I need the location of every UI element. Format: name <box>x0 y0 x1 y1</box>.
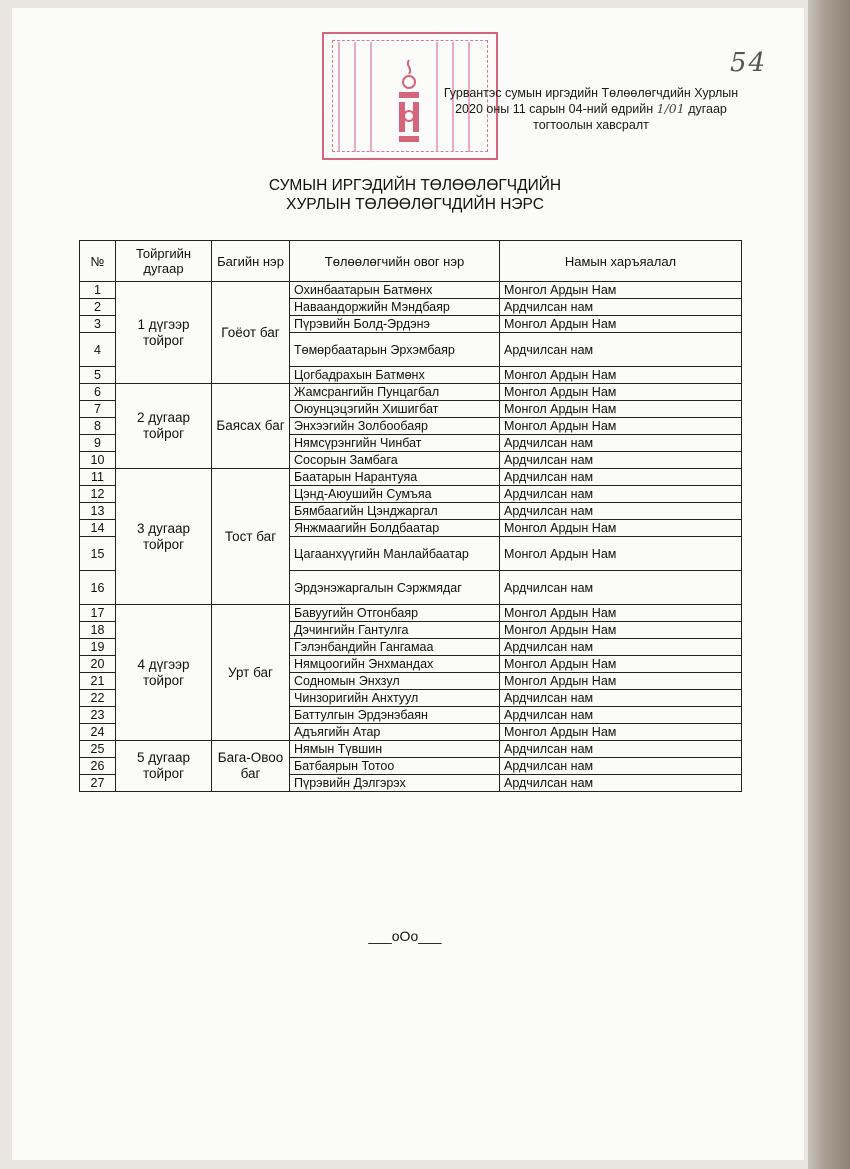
row-number: 11 <box>80 469 116 486</box>
row-number: 15 <box>80 537 116 571</box>
party-affiliation: Ардчилсан нам <box>500 690 742 707</box>
party-affiliation: Монгол Ардын Нам <box>500 367 742 384</box>
header-bag: Багийн нэр <box>212 241 290 282</box>
row-number: 7 <box>80 401 116 418</box>
district-cell: 5 дугаар тойрог <box>116 741 212 792</box>
representative-name: Оюунцэцэгийн Хишигбат <box>290 401 500 418</box>
representative-name: Цагаанхүүгийн Манлайбаатар <box>290 537 500 571</box>
representative-name: Чинзоригийн Анхтуул <box>290 690 500 707</box>
representative-name: Бямбаагийн Цэнджаргал <box>290 503 500 520</box>
title-line-2: ХУРЛЫН ТӨЛӨӨЛӨГЧДИЙН НЭРС <box>286 196 544 213</box>
representative-name: Бавуугийн Отгонбаяр <box>290 605 500 622</box>
representative-name: Пүрэвийн Болд-Эрдэнэ <box>290 316 500 333</box>
row-number: 2 <box>80 299 116 316</box>
header-line-3: тогтоолын хавсралт <box>533 118 649 132</box>
page-title <box>195 176 635 214</box>
header-number: № <box>80 241 116 282</box>
party-affiliation: Монгол Ардын Нам <box>500 316 742 333</box>
party-affiliation: Ардчилсан нам <box>500 758 742 775</box>
representative-name: Пүрэвийн Дэлгэрэх <box>290 775 500 792</box>
representative-name: Төмөрбаатарын Эрхэмбаяр <box>290 333 500 367</box>
row-number: 14 <box>80 520 116 537</box>
handwritten-page-number: 54 <box>730 48 768 78</box>
party-affiliation: Ардчилсан нам <box>500 299 742 316</box>
representative-name: Нямсүрэнгийн Чинбат <box>290 435 500 452</box>
row-number: 8 <box>80 418 116 435</box>
party-affiliation: Ардчилсан нам <box>500 333 742 367</box>
party-affiliation: Ардчилсан нам <box>500 571 742 605</box>
header-line-1: Гурвантэс сумын иргэдийн Төлөөлөгчдийн Хурлын <box>443 86 739 100</box>
party-affiliation: Монгол Ардын Нам <box>500 724 742 741</box>
representatives-table <box>79 240 742 792</box>
party-affiliation: Ардчилсан нам <box>500 486 742 503</box>
party-affiliation: Ардчилсан нам <box>500 707 742 724</box>
row-number: 24 <box>80 724 116 741</box>
seal-script-column <box>370 42 384 152</box>
representative-name: Энхээгийн Золбообаяр <box>290 418 500 435</box>
party-affiliation: Ардчилсан нам <box>500 639 742 656</box>
bag-cell: Тост баг <box>212 469 290 605</box>
page-edge <box>808 0 850 1169</box>
row-number: 1 <box>80 282 116 299</box>
party-affiliation: Ардчилсан нам <box>500 775 742 792</box>
row-number: 4 <box>80 333 116 367</box>
header-date: 2020 оны 11 сарын 04-ний өдрийн <box>455 102 654 116</box>
row-number: 19 <box>80 639 116 656</box>
row-number: 6 <box>80 384 116 401</box>
party-affiliation: Ардчилсан нам <box>500 503 742 520</box>
end-mark: ___oOo___ <box>368 928 442 944</box>
row-number: 27 <box>80 775 116 792</box>
party-affiliation: Монгол Ардын Нам <box>500 384 742 401</box>
bag-cell: Гоёот баг <box>212 282 290 384</box>
party-affiliation: Ардчилсан нам <box>500 741 742 758</box>
table-header-row <box>80 241 742 282</box>
title-line-1: СУМЫН ИРГЭДИЙН ТӨЛӨӨЛӨГЧДИЙН <box>268 177 562 194</box>
district-cell: 4 дүгээр тойрог <box>116 605 212 741</box>
party-affiliation: Монгол Ардын Нам <box>500 282 742 299</box>
representative-name: Батбаярын Тотоо <box>290 758 500 775</box>
representative-name: Янжмаагийн Болдбаатар <box>290 520 500 537</box>
table-row <box>80 741 742 758</box>
row-number: 22 <box>80 690 116 707</box>
representative-name: Содномын Энхзул <box>290 673 500 690</box>
party-affiliation: Монгол Ардын Нам <box>500 656 742 673</box>
row-number: 18 <box>80 622 116 639</box>
row-number: 16 <box>80 571 116 605</box>
representative-name: Нямцоогийн Энхмандах <box>290 656 500 673</box>
row-number: 23 <box>80 707 116 724</box>
party-affiliation: Монгол Ардын Нам <box>500 673 742 690</box>
bag-cell: Урт баг <box>212 605 290 741</box>
seal-script-column <box>354 42 368 152</box>
representative-name: Эрдэнэжаргалын Сэржмядаг <box>290 571 500 605</box>
row-number: 20 <box>80 656 116 673</box>
handwritten-resolution-number: 1/01 <box>656 101 685 116</box>
representative-name: Сосорын Замбага <box>290 452 500 469</box>
representative-name: Дэчингийн Гантулга <box>290 622 500 639</box>
party-affiliation: Монгол Ардын Нам <box>500 537 742 571</box>
representative-name: Цэнд-Аюушийн Сумъяа <box>290 486 500 503</box>
document-header <box>406 85 776 133</box>
representative-name: Цогбадрахын Батмөнх <box>290 367 500 384</box>
row-number: 5 <box>80 367 116 384</box>
representative-name: Гэлэнбандийн Гангамаа <box>290 639 500 656</box>
row-number: 25 <box>80 741 116 758</box>
row-number: 17 <box>80 605 116 622</box>
row-number: 26 <box>80 758 116 775</box>
row-number: 12 <box>80 486 116 503</box>
table-row <box>80 605 742 622</box>
row-number: 21 <box>80 673 116 690</box>
header-number-suffix: дугаар <box>688 102 727 116</box>
header-name: Төлөөлөгчийн овог нэр <box>290 241 500 282</box>
representative-name: Нямын Түвшин <box>290 741 500 758</box>
bag-cell: Баясах баг <box>212 384 290 469</box>
party-affiliation: Монгол Ардын Нам <box>500 418 742 435</box>
row-number: 13 <box>80 503 116 520</box>
party-affiliation: Ардчилсан нам <box>500 435 742 452</box>
representative-name: Адъягийн Атар <box>290 724 500 741</box>
representative-name: Баатарын Нарантуяа <box>290 469 500 486</box>
table-row <box>80 282 742 299</box>
seal-script-column <box>338 42 352 152</box>
party-affiliation: Монгол Ардын Нам <box>500 622 742 639</box>
party-affiliation: Ардчилсан нам <box>500 469 742 486</box>
bag-cell: Бага-Овоо баг <box>212 741 290 792</box>
representative-name: Наваандоржийн Мэндбаяр <box>290 299 500 316</box>
table-body <box>80 282 742 792</box>
row-number: 9 <box>80 435 116 452</box>
representative-name: Баттулгын Эрдэнэбаян <box>290 707 500 724</box>
district-cell: 1 дүгээр тойрог <box>116 282 212 384</box>
row-number: 3 <box>80 316 116 333</box>
party-affiliation: Монгол Ардын Нам <box>500 401 742 418</box>
table-row <box>80 469 742 486</box>
party-affiliation: Монгол Ардын Нам <box>500 605 742 622</box>
header-line-2 <box>406 101 776 117</box>
row-number: 10 <box>80 452 116 469</box>
representative-name: Охинбаатарын Батмөнх <box>290 282 500 299</box>
party-affiliation: Монгол Ардын Нам <box>500 520 742 537</box>
district-cell: 3 дугаар тойрог <box>116 469 212 605</box>
district-cell: 2 дугаар тойрог <box>116 384 212 469</box>
party-affiliation: Ардчилсан нам <box>500 452 742 469</box>
representative-name: Жамсрангийн Пунцагбал <box>290 384 500 401</box>
table-row <box>80 384 742 401</box>
header-party: Намын харъяалал <box>500 241 742 282</box>
header-district: Тойргийн дугаар <box>116 241 212 282</box>
